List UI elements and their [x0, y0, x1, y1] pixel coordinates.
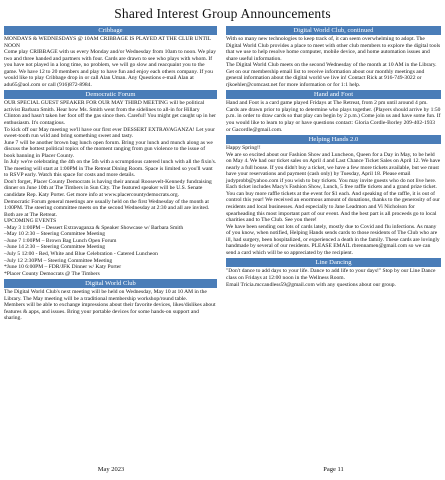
footer-page-number: Page 11: [323, 466, 344, 473]
cribbage-section: [4, 26, 217, 88]
left-column: [4, 26, 217, 324]
digital-world-section: [4, 279, 217, 322]
digital-world-header: Digital World Club: [4, 279, 217, 288]
helping-hands-header: Helping Hands 2.0: [226, 135, 441, 144]
hand-and-foot-text: Hand and Foot is a card game played Fridays at The Retreat, from 2 pm until around 4 pm. Cards are drawn prior to playing to determine who plays together. (Players should arrive by 1:50 p.m. in order to draw cards so that play can begin by 2 p.m.) Come join us and have some fun. If you would like to learn to play or have questions contact: Gloria Cordle-Borley 209-402-1933 or Gacordle@gmail.com.: [226, 100, 441, 133]
digital-world-continued-section: [226, 26, 441, 88]
line-dancing-section: [226, 258, 441, 288]
digital-world-continued-text: With so many new technologies to keep track of, it can seem overwhelming to adopt. The Digital World Club provides a place to meet with other club members to explore the digital tools that we use to help resolve home computer, mobile device, and home automation issues and share useful information. The Digital World Club meets on the second Wednesday of the month at 10 AM in the Library. Get on our membership email list to receive information about our monthly meetings and general information about the digital world we live in! Contact Rick at 916-749-3022 or rjkoehler@comcast.net for more information or for 1:1 help.: [226, 36, 441, 88]
line-dancing-header: Line Dancing: [226, 258, 441, 267]
democratic-forum-header: Democratic Forum: [4, 90, 217, 99]
digital-world-text: The Digital World Club's next meeting will be held on Wednesday, May 10 at 10 AM in the Library. The May meeting will be a traditional membership workshop/round table. Members will be able to exchange impressions about their favorite devices, likes/dislikes about features & apps, and issues. Bring your portable devices for some hands-on support and sharing.: [4, 289, 216, 322]
helping-hands-section: [226, 135, 441, 256]
democratic-forum-text: OUR SPECIAL GUEST SPEAKER FOR OUR MAY THIRD MEETING will be political activist Barbara Smith. Hear how Ms. Smith went from the sidelines to all-in for Hillary Clinton and hasn't taken her foot off the gas since then. Careful! You might get caught up in her enthusiasm. It's contagious. To kick off our May meeting we'll have our first ever DESSERT EXTRAVAGANZA! Let your sweet-tooth run wild and bring something sweet and tasty. June 7 will be another brown bag lunch open forum. Bring your lunch and munch along as we discuss the hottest political topics of the moment ranging from gun violence to the issue of book banning in Placer County. In July we're celebrating the 4th on the 5th with a scrumptious catered lunch with all the fixin's. The meeting will start at 1:00PM in The Retreat Dining Room. Space is limited so you'll want to RSVP early. Watch this space for costs and more details. Don't forget, Placer County Democrats is having their annual Roosevelt-Kennedy fundraising dinner on June 10th at The Timbers in Sun City. The featured speaker will be U.S. Senate candidate Rep. Katy Porter. Get more info at www.placercountydemocrats.org. Democratic Forum general meetings are usually held on the first Wednesday of the month at 1:00PM. The steering committee meets on the second Wednesday at 2:30 and all are invited. Both are at The Retreat. UPCOMING EVENTS –May 3 1:00PM – Dessert Extravaganza & Speaker Showcase w/ Barbara Smith –May 10 2:30 – Steering Committee Meeting –June 7 1:00PM – Brown Bag Lunch Open Forum –June 14 2:30 – Steering Committee Meeting –July 5 12:00 - Red, White and Blue Celebration - Catered Luncheon –July 12 2:30PM – Steering Committee Meeting *June 10 6:00PM – FDR/JFK Dinner w/ Katy Porter *Placer County Democrats @ The Timbers: [4, 100, 217, 277]
hand-and-foot-header: Hand and Foot: [226, 90, 441, 99]
helping-hands-text: Happy Spring!! We are so excited about our Fashion Show and Luncheon, Queen for a Day in May, to be held on May 4. We had our ticket sales on April 4 and Last Chance Ticket Sales on April 12. We have nearly a full house. If you didn't buy a ticket, we have a few more tickets available, but we must have your reservations and payment (cash only) by Tuesday, April 18. Please email judyprobb@yahoo.com if you wish to buy tickets. You may invite guests who do not live here. Each ticket includes Macy's Fashion Show, Lunch, 5 free raffle tickets and a grand prize ticket. You can buy more raffle tickets at the event for $1 each. And speaking of the raffle, it is out of control this year! We received an enormous amount of donations, thanks to the generosity of our residents and local businesses. And especially to Jane Leadmon and Vi Nicholson for spearheading this most important part of our event. And the best part is all proceeds go to local charities and to The Club. See you there! We have been sending out lots of cards lately, mostly due to Covid and flu infections. As many of you know, when notified, Helping Hands sends cards to those residents of The Club who are ill, had surgery, been hospitalized, or experienced a death in the family. These cards are lovingly handmade by several of our residents. PLEASE EMAIL rbrennamen@gmail.com so we can send a card which will be so appreciated by the recipient.: [226, 145, 441, 256]
footer-date: May 2023: [97, 466, 125, 473]
digital-world-continued-header: Digital World Club, continued: [226, 26, 441, 35]
cribbage-header: Cribbage: [4, 26, 217, 35]
page-title: Shared Interest Group Announcements: [114, 6, 331, 21]
hand-and-foot-section: [226, 90, 441, 133]
right-column: [226, 26, 441, 290]
line-dancing-text: "Don't dance to add days to your life. Dance to add life to your days!" Stop by our Line Dance class on Fridays at 12:00 noon in the Wellness Room. Email Tricia.mccandless59@gmail.com with any questions about our group.: [226, 268, 436, 288]
democratic-forum-section: [4, 90, 217, 277]
cribbage-text: MONDAYS & WEDNESDAYS @ 10AM CRIBBAGE IS PLAYED AT THE CLUB UNTIL NOON Come play CRIBBAGE with us every Monday and/or Wednesday from 10am to noon. We play two and three handed and partners with four. Cards are drawn to see who plays with whom. If you have not played in a long time, no problem, we will go slow and reacquaint you to the game. We have 12 to 20 members and play to have fun and enjoy each others company. If you would like to play Cribbage drop in or call Alan Uman. Any Questions e-mail Alan at adu65@aol.com or call (916)872-8984.: [4, 36, 216, 88]
